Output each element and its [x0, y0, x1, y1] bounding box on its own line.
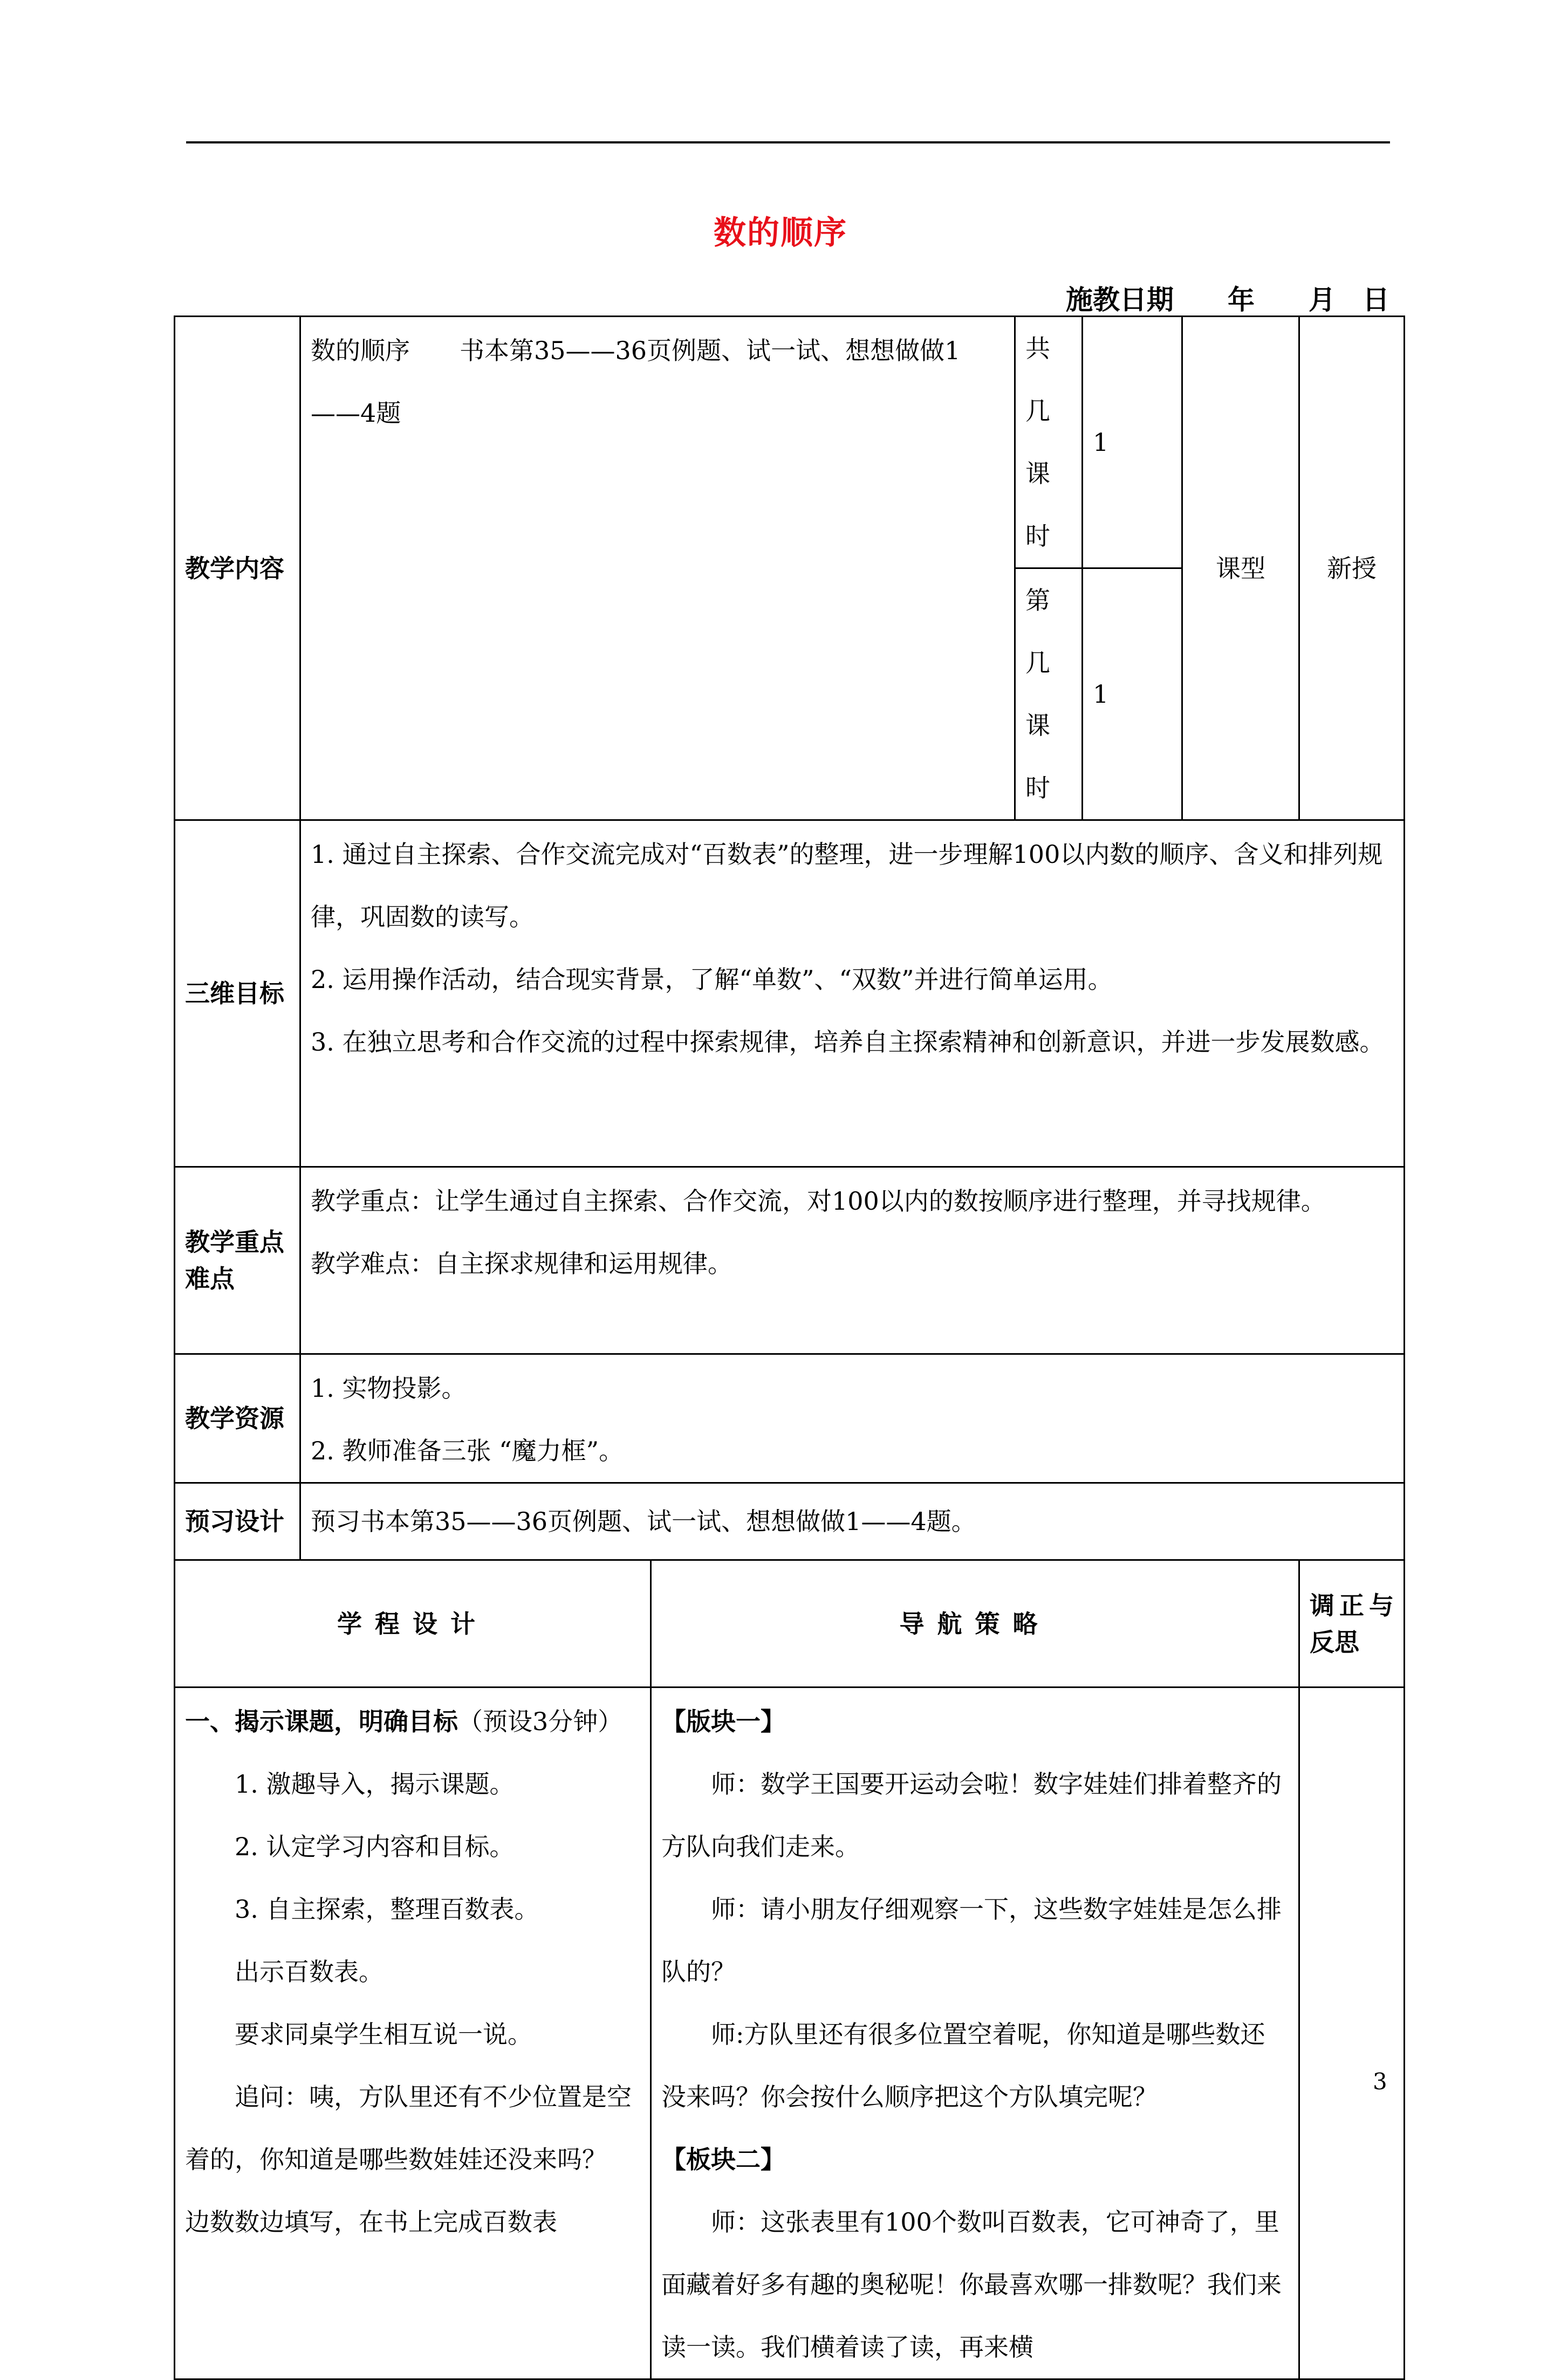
strategy-paragraph: 师：数学王国要开运动会啦！数字娃娃们排着整齐的方队向我们走来。: [661, 1769, 1282, 1861]
teaching-date-line: 施教日期 年 月 日: [1066, 284, 1389, 315]
lesson-type-value: 新授: [1299, 317, 1405, 820]
goal-item: 2. 运用操作活动，结合现实背景，了解“单数”、“双数”并进行简单运用。: [311, 965, 1113, 994]
lesson-plan-table: [174, 315, 1405, 2380]
nth-lesson-value: 1: [1083, 568, 1182, 820]
goal-item: 1. 通过自主探索、合作交流完成对“百数表”的整理，进一步理解100以内数的顺序、含义和排列规律，巩固数的读写。: [311, 840, 1383, 931]
nth-lesson-label: 第几课时: [1015, 568, 1083, 820]
strategy-block-2: 【板块二】: [661, 2145, 785, 2174]
reflection-column: [1299, 1688, 1405, 2379]
design-line: 要求同桌学生相互说一说。: [235, 2020, 532, 2049]
content-label: 教学内容: [175, 317, 300, 820]
design-step: 3. 自主探索，整理百数表。: [235, 1895, 539, 1924]
column-header-strategy: 导航策略: [651, 1560, 1299, 1688]
goal-item: 3. 在独立思考和合作交流的过程中探索规律，培养自主探索精神和创新意识，并进一步发展数感。: [311, 1027, 1385, 1057]
goals-content: [300, 820, 1405, 1167]
total-lessons-label: 共几课时: [1015, 317, 1083, 568]
design-step: 2. 认定学习内容和目标。: [235, 1832, 515, 1861]
preview-text: 预习书本第35——36页例题、试一试、想想做做1——4题。: [300, 1483, 1405, 1560]
resource-item: 2. 教师准备三张 “魔力框”。: [311, 1436, 624, 1465]
lesson-type-label: 课型: [1182, 317, 1299, 820]
column-header-reflection: 调正与反思: [1299, 1560, 1405, 1688]
design-heading-block: [185, 1690, 640, 1753]
key-focus: 教学重点：让学生通过自主探索、合作交流，对100以内的数按顺序进行整理，并寻找规律。: [311, 1186, 1326, 1216]
design-followup: 追问：咦，方队里还有不少位置是空着的，你知道是哪些数娃娃还没来吗？: [185, 2082, 632, 2174]
strategy-paragraph: 师：这张表里有100个数叫百数表，它可神奇了，里面藏着好多有趣的奥秘呢！你最喜欢哪一排数呢？我们来读一读。我们横着读了读，再来横: [661, 2207, 1282, 2362]
design-last-line: 边数数边填写，在书上完成百数表: [185, 2207, 557, 2237]
column-header-design: 学程设计: [175, 1560, 651, 1688]
goals-label: 三维目标: [175, 820, 300, 1167]
design-heading: 一、揭示课题，明确目标: [185, 1707, 458, 1736]
document-title: 数的顺序: [714, 214, 847, 252]
resource-item: 1. 实物投影。: [311, 1374, 467, 1403]
key-points-label: 教学重点难点: [175, 1167, 300, 1354]
key-difficulty: 教学难点：自主探求规律和运用规律。: [311, 1249, 732, 1278]
header-rule: [186, 141, 1390, 143]
strategy-column: [651, 1688, 1299, 2379]
content-text: 数的顺序 书本第35——36页例题、试一试、想想做做1——4题: [300, 317, 1015, 820]
design-step: 1. 激趣导入，揭示课题。: [235, 1769, 515, 1799]
design-line: 出示百数表。: [235, 1957, 384, 1986]
preview-label: 预习设计: [175, 1483, 300, 1560]
total-lessons-value: 1: [1083, 317, 1182, 568]
key-points-content: [300, 1167, 1405, 1354]
design-column: [175, 1688, 651, 2379]
strategy-paragraph: 师:方队里还有很多位置空着呢，你知道是哪些数还没来吗？你会按什么顺序把这个方队填完呢？: [661, 2020, 1265, 2111]
strategy-block-1: 【版块一】: [661, 1707, 785, 1736]
resources-label: 教学资源: [175, 1354, 300, 1483]
resources-content: [300, 1354, 1405, 1483]
strategy-paragraph: 师：请小朋友仔细观察一下，这些数字娃娃是怎么排队的？: [661, 1895, 1282, 1986]
page-number: 3: [1373, 2068, 1387, 2095]
design-heading-note: （预设3分钟）: [458, 1707, 623, 1736]
